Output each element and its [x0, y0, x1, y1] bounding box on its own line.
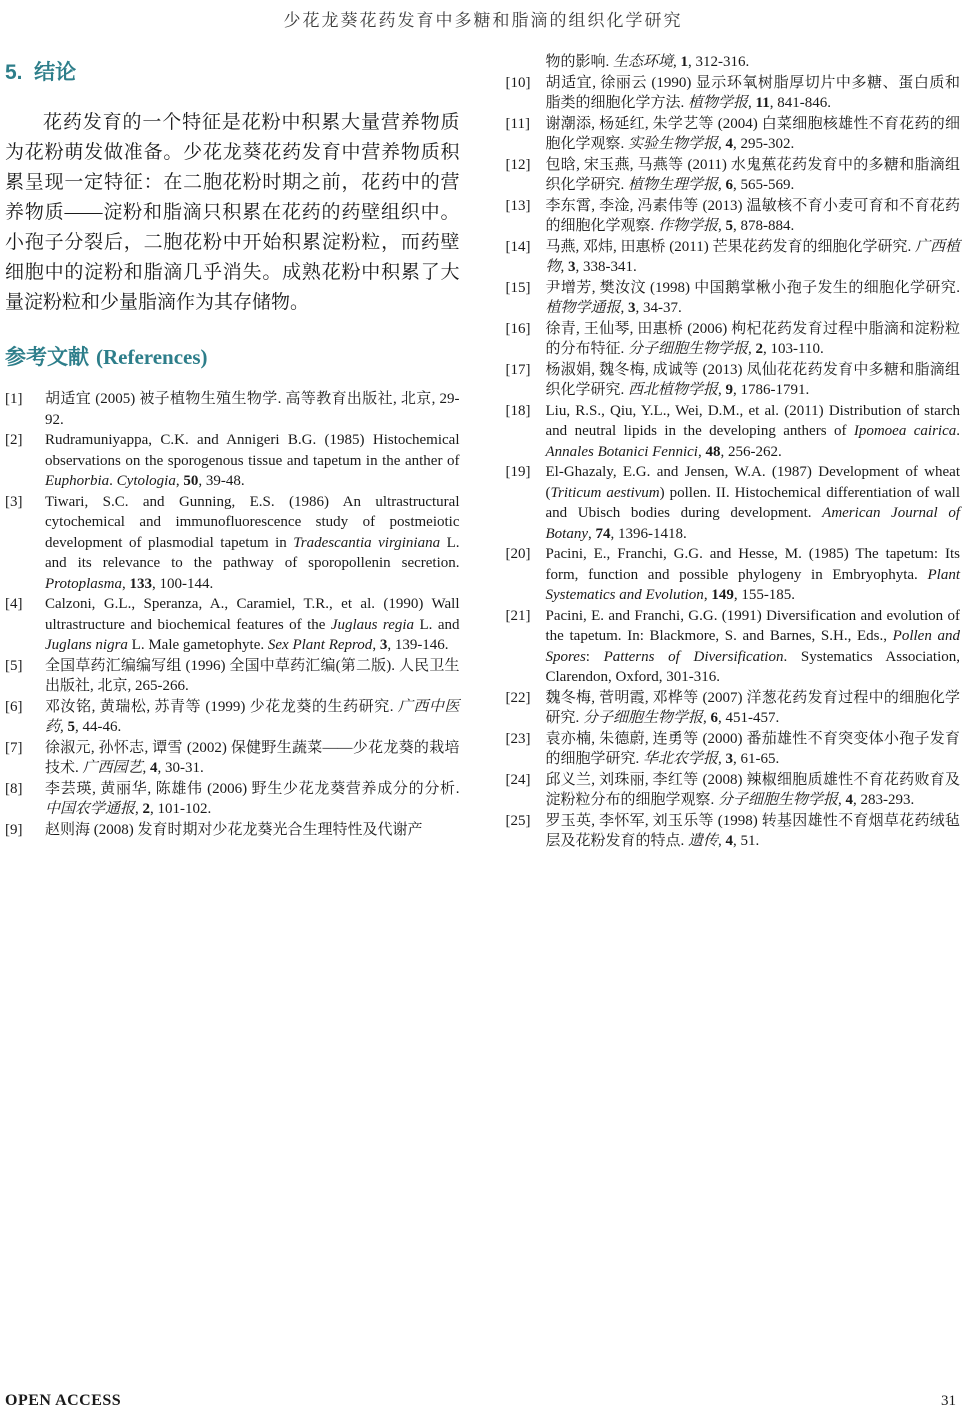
reference-item [5, 697, 460, 738]
reference-list-right [506, 52, 961, 852]
right-column [506, 52, 961, 852]
reference-item [5, 389, 460, 430]
reference-item [5, 820, 460, 841]
reference-item [506, 73, 961, 114]
page-footer [5, 1392, 956, 1410]
reference-item [506, 237, 961, 278]
reference-text: 杨淑娟, 魏冬梅, 成诚等 (2013) 凤仙花花药发育中多糖和脂滴组织化学研究. 西北植物学报, 9, 1786-1791. [545, 361, 960, 398]
reference-text: 徐淑元, 孙怀志, 谭雪 (2002) 保健野生蔬菜——少花龙葵的栽培技术. 广西园艺, 4, 30-31. [45, 739, 460, 776]
reference-item [506, 155, 961, 196]
conclusion-paragraph: 花药发育的一个特征是花粉中积累大量营养物质为花粉萌发做准备。少花龙葵花药发育中营养物质积累呈现一定特征：在二胞花粉时期之前，花药中的营养物质——淀粉和脂滴只积累在花药的药壁组织中。小孢子分裂后，二胞花粉中开始积累淀粉粒，而药壁细胞中的淀粉和脂滴几乎消失。成熟花粉中积累了大量淀粉粒和少量脂滴作为其存储物。 [5, 112, 460, 313]
reference-text: 物的影响. 生态环境, 1, 312-316. [545, 54, 750, 70]
reference-item [506, 319, 961, 360]
reference-item [506, 544, 961, 606]
reference-text: 全国草药汇编编写组 (1996) 全国中草药汇编(第二版). 人民卫生出版社, 北京, 265-266. [45, 657, 460, 694]
reference-item [5, 656, 460, 697]
reference-text: 胡适宜, 徐丽云 (1990) 显示环氧树脂厚切片中多糖、蛋白质和脂类的细胞化学方法. 植物学报, 11, 841-846. [545, 74, 960, 111]
reference-text: Pacini, E. and Franchi, G.G. (1991) Diversification and evolution of the tapetum. In: Blackmore, S. and Barnes, S.H., Eds., Pollen and Spores: Patterns of Diversification. Systematics Association, Clarendon, Oxford, 301-316. [545, 607, 960, 685]
reference-text: El-Ghazaly, E.G. and Jensen, W.A. (1987) Development of wheat (Triticum aestivum) pollen. II. Histochemical differentiation of wall and Ubisch bodies during development. American Journal of Botany, 74, 1396-1418. [545, 464, 960, 542]
reference-text: 尹增芳, 樊汝汶 (1998) 中国鹅掌楸小孢子发生的细胞化学研究. 植物学通报, 3, 34-37. [545, 279, 960, 316]
open-access-label: OPEN ACCESS [5, 1392, 122, 1409]
reference-text: 邱义兰, 刘珠丽, 李红等 (2008) 辣椒细胞质雄性不育花药败育及淀粉粒分布的细胞学观察. 分子细胞生物学报, 4, 283-293. [545, 771, 960, 808]
reference-item [506, 729, 961, 770]
two-column-body [5, 52, 960, 852]
reference-number: [16] [505, 320, 531, 337]
reference-list-left [5, 389, 460, 840]
reference-number: [12] [505, 156, 531, 173]
reference-number: [14] [505, 238, 531, 255]
reference-text: Calzoni, G.L., Speranza, A., Caramiel, T.R., et al. (1990) Wall ultrastructure and biochemical features of the Juglaus regia L. and Juglans nigra L. Male gametophyte. Sex Plant Reprod, 3, 139-146. [45, 596, 460, 653]
reference-text: 李芸瑛, 黄丽华, 陈雄伟 (2006) 野生少花龙葵营养成分的分析. 中国农学通报, 2, 101-102. [45, 780, 460, 817]
references-heading-zh: 参考文献 [5, 346, 89, 369]
running-title: 少花龙葵花药发育中多糖和脂滴的组织化学研究 [283, 11, 683, 30]
reference-number: [18] [505, 402, 531, 419]
reference-number: [9] [5, 821, 23, 838]
reference-item [5, 492, 460, 595]
reference-number: [19] [505, 464, 531, 480]
reference-number: [21] [505, 607, 531, 624]
reference-number: [22] [505, 689, 531, 706]
reference-text: 袁亦楠, 朱德蔚, 连勇等 (2000) 番茄雄性不育突变体小孢子发育的细胞学研究. 华北农学报, 3, 61-65. [545, 730, 960, 767]
reference-text: Pacini, E., Franchi, G.G. and Hesse, M. (1985) The tapetum: Its form, function and possible phylogeny in Embryophyta. Plant Systematics and Evolution, 149, 155-185. [545, 546, 960, 603]
page-header [0, 6, 966, 31]
reference-item [5, 738, 460, 779]
reference-item [506, 278, 961, 319]
reference-text: Rudramuniyappa, C.K. and Annigeri B.G. (1985) Histochemical observations on the sporogenous tissue and tapetum in the anther of Euphorbia. Cytologia, 50, 39-48. [45, 432, 460, 489]
reference-text: 胡适宜 (2005) 被子植物生殖生物学. 高等教育出版社, 北京, 29-92. [45, 391, 460, 428]
reference-text: 包晗, 宋玉燕, 马燕等 (2011) 水鬼蕉花药发育中的多糖和脂滴组织化学研究. 植物生理学报, 6, 565-569. [545, 156, 960, 193]
reference-item [5, 779, 460, 820]
reference-number: [4] [5, 596, 23, 612]
reference-text: Tiwari, S.C. and Gunning, E.S. (1986) An ultrastructural cytochemical and immunofluorescence study of postmeiotic development of plasmodial tapetum in Tradescantia virginiana L. and its relevance to the pathway of sporopollenin secretion. Protoplasma, 133, 100-144. [45, 493, 460, 592]
reference-item [506, 688, 961, 729]
reference-number: [11] [505, 115, 530, 132]
reference-item [506, 462, 961, 544]
reference-continuation [506, 52, 961, 73]
reference-number: [17] [505, 361, 531, 378]
reference-item [506, 196, 961, 237]
reference-text: Liu, R.S., Qiu, Y.L., Wei, D.M., et al. (2011) Distribution of starch and neutral lipids in the developing anthers of Ipomoea cairica. Annales Botanici Fennici, 48, 256-262. [545, 402, 960, 460]
reference-item [506, 360, 961, 401]
reference-number: [5] [5, 657, 23, 674]
references-heading-en: (References) [96, 345, 208, 369]
reference-number: [6] [5, 698, 23, 715]
reference-number: [20] [505, 546, 531, 562]
left-column [5, 52, 460, 852]
reference-item [506, 401, 961, 463]
reference-item [5, 430, 460, 492]
reference-text: 赵则海 (2008) 发育时期对少花龙葵光合生理特性及代谢产 [45, 821, 423, 838]
reference-text: 邓汝铭, 黄瑞松, 苏青等 (1999) 少花龙葵的生药研究. 广西中医药, 5, 44-46. [45, 698, 460, 735]
section-heading-conclusion: 5. 结论 [5, 61, 77, 84]
reference-number: [2] [5, 432, 23, 448]
reference-text: 马燕, 邓炜, 田惠桥 (2011) 芒果花药发育的细胞化学研究. 广西植物, 3, 338-341. [545, 238, 960, 275]
reference-item [506, 114, 961, 155]
reference-item [5, 594, 460, 656]
reference-number: [8] [5, 780, 23, 797]
reference-number: [25] [505, 812, 531, 829]
reference-text: 魏冬梅, 菅明霞, 邓桦等 (2007) 洋葱花药发育过程中的细胞化学研究. 分子细胞生物学报, 6, 451-457. [545, 689, 960, 726]
reference-text: 谢潮添, 杨延红, 朱学艺等 (2004) 白菜细胞核雄性不育花药的细胞化学观察. 实验生物学报, 4, 295-302. [545, 115, 960, 152]
reference-number: [23] [505, 730, 531, 747]
reference-number: [24] [505, 771, 531, 788]
reference-number: [3] [5, 493, 23, 510]
reference-number: [10] [505, 74, 531, 91]
reference-item [506, 606, 961, 688]
reference-number: [15] [505, 279, 531, 296]
section-heading-references [5, 344, 460, 371]
reference-item [506, 770, 961, 811]
reference-number: [13] [505, 197, 531, 214]
reference-text: 李东霄, 李淦, 冯素伟等 (2013) 温敏核不育小麦可育和不育花药的细胞化学观察. 作物学报, 5, 878-884. [545, 197, 960, 234]
reference-text: 罗玉英, 李怀军, 刘玉乐等 (1998) 转基因雄性不育烟草花药绒毡层及花粉发育的特点. 遗传, 4, 51. [545, 812, 960, 849]
reference-item [506, 811, 961, 852]
reference-number: [7] [5, 739, 23, 756]
reference-text: 徐青, 王仙琴, 田惠桥 (2006) 枸杞花药发育过程中脂滴和淀粉粒的分布特征. 分子细胞生物学报, 2, 103-110. [545, 320, 960, 357]
page-number: 31 [941, 1393, 956, 1409]
reference-number: [1] [5, 391, 23, 407]
